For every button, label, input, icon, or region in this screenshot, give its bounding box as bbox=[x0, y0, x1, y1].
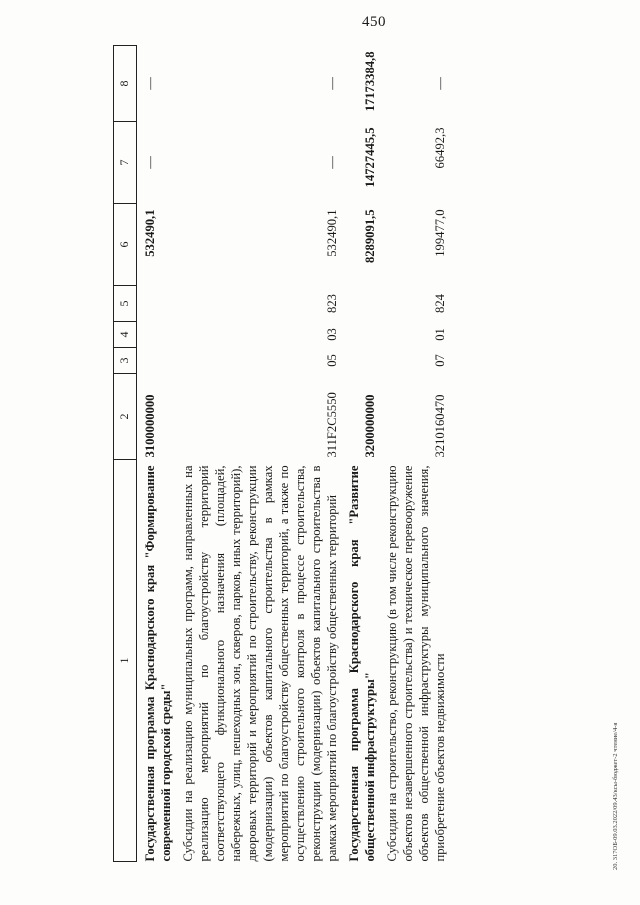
row-name: Государственная программа Краснодарского края "Формирование современной городской среды" bbox=[143, 465, 173, 862]
table-row bbox=[341, 46, 379, 862]
row-name: Субсидии на строительство, реконструкцию (в том числе реконструкцию объектов незавершенного строительства) и техническое перевооружение объектов общественной инфраструктуры муниципального значения, приобретение объектов недвижимости bbox=[384, 465, 447, 862]
row-code: 311F2C5550 bbox=[324, 392, 339, 458]
row-subsection: 03 bbox=[324, 328, 339, 341]
row-amount-2: 66492,3 bbox=[432, 127, 447, 169]
row-subsection: 01 bbox=[432, 328, 447, 341]
row-amount-1: 532490,1 bbox=[143, 209, 157, 257]
row-expense-type bbox=[341, 286, 379, 322]
table-row bbox=[175, 46, 341, 862]
row-expense-type: 823 bbox=[324, 294, 339, 313]
row-name: Государственная программа Краснодарского края "Развитие общественной инфраструктуры" bbox=[346, 465, 377, 862]
footer-text: 20. 317ОБ-09.03.2022/09.43/ксы-бюджет-2 чтение/4-я bbox=[612, 722, 619, 870]
row-name: Субсидии на реализацию муниципальных программ, направленных на реализацию мероприятий по благоустройству территорий соответствующего функционального назначения (площадей, набережных, улиц, пешеходных зон, скверов, парков, иных территорий), дворовых территорий и мероприятий по строительству, реконструкции (модернизации) объектов капитального строительства в рамках мероприятий по благоустройству общественных территорий, а также по осуществлению строительного контроля в процессе строительства, реконструкции (модернизации) объектов капитального строительства в рамках мероприятий по благоустройству общественных территорий bbox=[180, 465, 339, 862]
rotated-table-wrapper bbox=[113, 46, 619, 862]
row-code: 3100000000 bbox=[143, 394, 157, 458]
table-row bbox=[379, 46, 449, 862]
row-section bbox=[341, 348, 379, 374]
column-header: 8 bbox=[114, 46, 137, 122]
column-header: 1 bbox=[114, 460, 137, 862]
row-section: 07 bbox=[432, 354, 447, 367]
row-section: 05 bbox=[324, 354, 339, 367]
table-row bbox=[137, 46, 175, 862]
column-header: 3 bbox=[114, 348, 137, 374]
column-header: 2 bbox=[114, 374, 137, 460]
row-expense-type bbox=[137, 286, 175, 322]
table-header-row bbox=[114, 46, 137, 862]
column-header: 5 bbox=[114, 286, 137, 322]
row-amount-2: — bbox=[324, 156, 339, 169]
row-subsection bbox=[341, 322, 379, 348]
row-amount-1: 8289091,5 bbox=[362, 209, 377, 264]
row-amount-2: 14727445,5 bbox=[362, 127, 377, 188]
row-amount-2: — bbox=[143, 156, 157, 169]
budget-table bbox=[113, 45, 449, 862]
row-amount-3: — bbox=[143, 77, 157, 90]
row-amount-1: 532490,1 bbox=[324, 209, 339, 257]
row-expense-type: 824 bbox=[432, 294, 447, 313]
row-amount-3: — bbox=[432, 77, 447, 90]
column-header: 4 bbox=[114, 322, 137, 348]
column-header: 6 bbox=[114, 204, 137, 286]
page-number: 450 bbox=[362, 14, 386, 30]
row-amount-3: 17173384,8 bbox=[362, 51, 377, 112]
row-amount-3: — bbox=[324, 77, 339, 90]
row-code: 3200000000 bbox=[362, 394, 377, 458]
row-subsection bbox=[137, 322, 175, 348]
row-section bbox=[137, 348, 175, 374]
row-amount-1: 199477,0 bbox=[432, 209, 447, 257]
row-code: 3210160470 bbox=[432, 394, 447, 458]
column-header: 7 bbox=[114, 122, 137, 204]
